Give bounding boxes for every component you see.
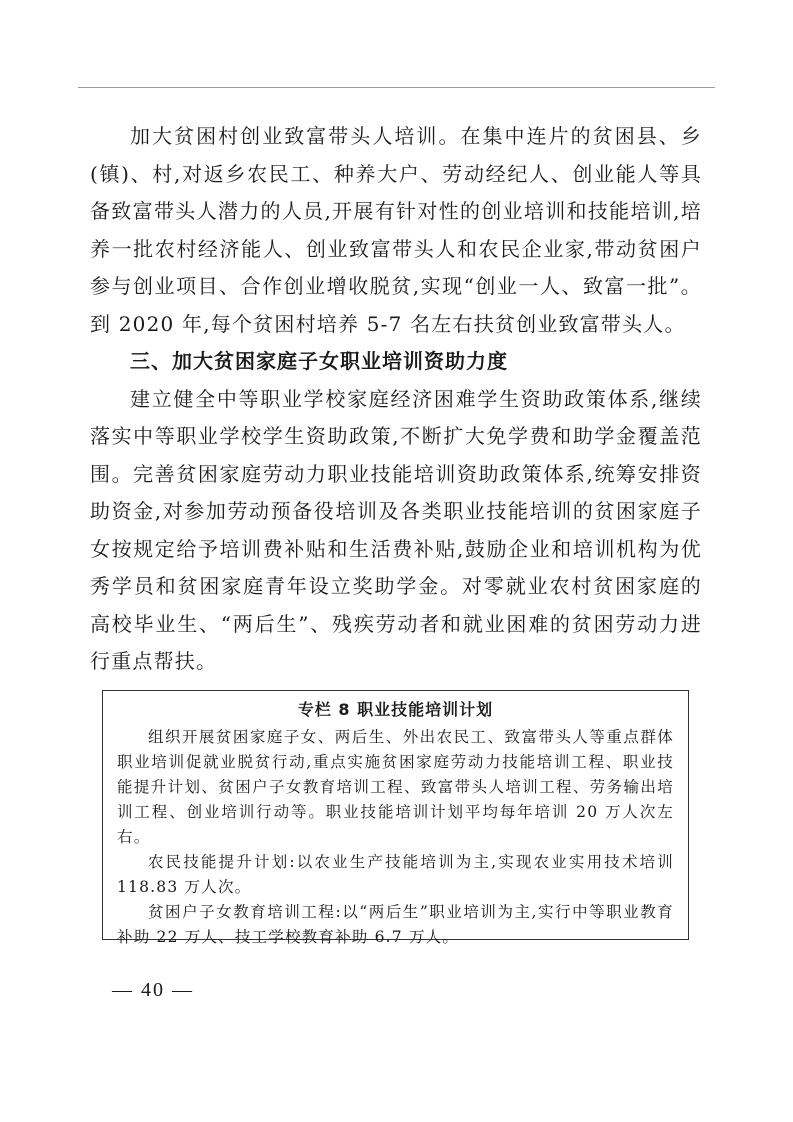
column-box-paragraph: 农民技能提升计划:以农业生产技能培训为主,实现农业实用技术培训 118.83 万人次。 [117, 853, 674, 896]
header-rule [78, 87, 715, 88]
paragraph-entrepreneur-training: 加大贫困村创业致富带头人培训。在集中连片的贫困县、乡(镇)、村,对返乡农民工、种养大户、劳动经纪人、创业能人等具备致富带头人潜力的人员,开展有针对性的创业培训和技能培训,培养一批农村经济能人、创业致富带头人和农民企业家,带动贫困户参与创业项目、合作创业增收脱贫,实现“创业一人、致富一批”。到 2020 年,每个贫困村培养 5-7 名左右扶贫创业致富带头人。 [90, 124, 702, 336]
column-box [102, 690, 689, 946]
column-box-title: 专栏 8 职业技能培训计划 [297, 700, 494, 719]
main-text [90, 118, 702, 681]
column-box-paragraph: 贫困户子女教育培训工程:以“两后生”职业培训为主,实行中等职业教育补助 22 万人、技工学校教育补助 6.7 万人。 [117, 903, 674, 946]
page-number: — 40 — [112, 979, 194, 1001]
column-box-paragraph: 组织开展贫困家庭子女、两后生、外出农民工、致富带头人等重点群体职业培训促就业脱贫行动,重点实施贫困家庭劳动力技能培训工程、职业技能提升计划、贫困户子女教育培训工程、致富带头人培训工程、劳务输出培训工程、创业培训行动等。职业技能培训计划平均每年培训 20 万人次左右。 [117, 728, 674, 846]
section-heading: 三、加大贫困家庭子女职业培训资助力度 [130, 349, 508, 373]
paragraph-vocational-support: 建立健全中等职业学校家庭经济困难学生资助政策体系,继续落实中等职业学校学生资助政策,不断扩大免学费和助学金覆盖范围。完善贫困家庭劳动力职业技能培训资助政策体系,统筹安排资助资金,对参加劳动预备役培训及各类职业技能培训的贫困家庭子女按规定给予培训费补贴和生活费补贴,鼓励企业和培训机构为优秀学员和贫困家庭青年设立奖助学金。对零就业农村贫困家庭的高校毕业生、“两后生”、残疾劳动者和就业困难的贫困劳动力进行重点帮扶。 [90, 386, 702, 673]
